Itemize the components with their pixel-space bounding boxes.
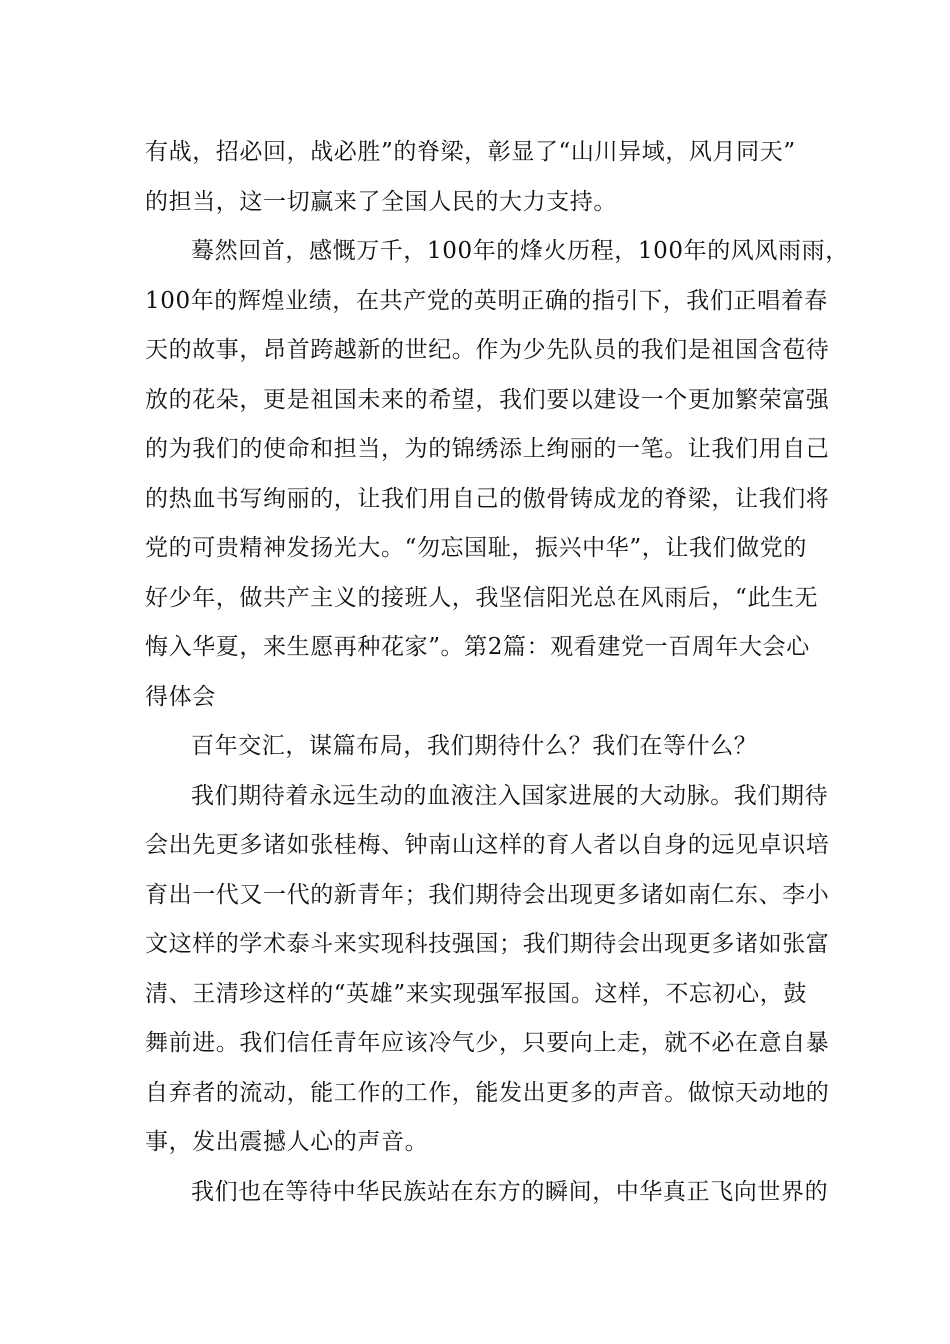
- paragraph-start-line: 蓦然回首，感慨万千，100年的烽火历程，100年的风风雨雨，: [191, 238, 849, 264]
- text-line: 的担当，这一切赢来了全国人民的大力支持。: [145, 188, 617, 215]
- text-line: 100年的辉煌业绩，在共产党的英明正确的指引下，我们正唱着春: [145, 287, 828, 314]
- text-line: 文这样的学术泰斗来实现科技强国；我们期待会出现更多诸如张富: [145, 931, 830, 957]
- document-body: [145, 128, 849, 1217]
- text-line: 悔入华夏，来生愿再种花家”。第2篇：观看建党一百周年大会心: [145, 634, 810, 660]
- text-line: 育出一代又一代的新青年；我们期待会出现更多诸如南仁东、李小: [145, 881, 830, 908]
- text-line: 有战，招必回，战必胜”的脊梁，彰显了“山川异域，风月同天”: [145, 139, 796, 165]
- text-line: 得体会: [145, 683, 216, 710]
- text-line: 的热血书写绚丽的，让我们用自己的傲骨铸成龙的脊梁，让我们将: [145, 485, 830, 512]
- text-line: 党的可贵精神发扬光大。“勿忘国耻，振兴中华”，让我们做党的: [145, 535, 807, 561]
- text-line: 清、王清珍这样的“英雄”来实现强军报国。这样，不忘初心，鼓: [145, 980, 807, 1007]
- text-line: 会出先更多诸如张桂梅、钟南山这样的育人者以自身的远见卓识培: [145, 832, 830, 858]
- paragraph-start-line: 百年交汇，谋篇布局，我们期待什么？我们在等什么？: [191, 733, 758, 759]
- text-line: 的为我们的使命和担当，为的锦绣添上绚丽的一笔。让我们用自己: [145, 436, 830, 462]
- text-line: 好少年，做共产主义的接班人，我坚信阳光总在风雨后，“此生无: [145, 584, 819, 611]
- paragraph-start-line: 我们期待着永远生动的血液注入国家进展的大动脉。我们期待: [191, 782, 829, 809]
- text-line: 天的故事，昂首跨越新的世纪。作为少先队员的我们是祖国含苞待: [145, 337, 830, 363]
- text-line: 事，发出震撼人心的声音。: [145, 1129, 429, 1155]
- text-line: 放的花朵，更是祖国未来的希望，我们要以建设一个更加繁荣富强: [145, 386, 830, 413]
- paragraph-start-line: 我们也在等待中华民族站在东方的瞬间，中华真正飞向世界的: [191, 1178, 829, 1205]
- text-line: 自弃者的流动，能工作的工作，能发出更多的声音。做惊天动地的: [145, 1079, 830, 1106]
- text-line: 舞前进。我们信任青年应该冷气少，只要向上走，就不必在意自暴: [145, 1030, 830, 1056]
